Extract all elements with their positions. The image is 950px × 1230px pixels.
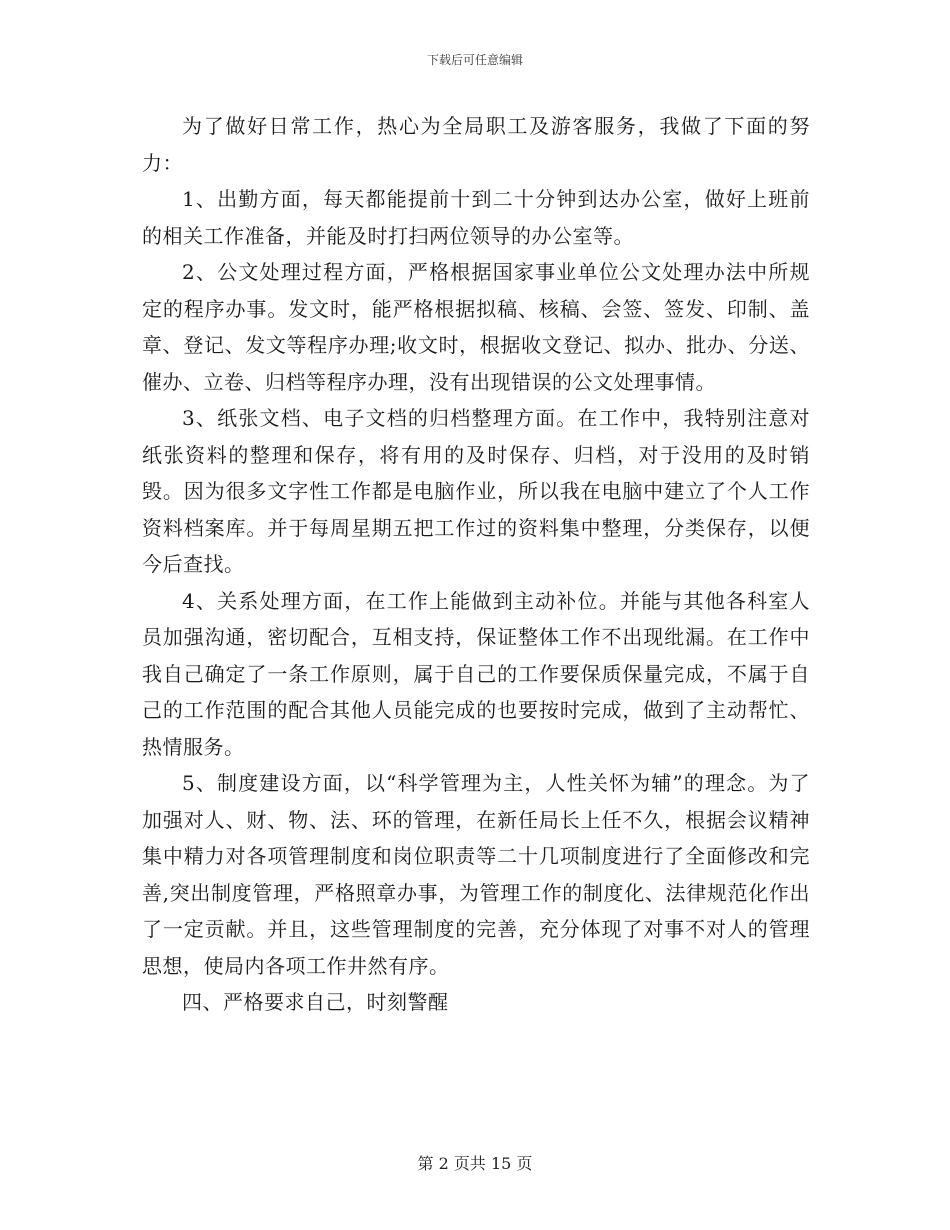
document-body [142,108,810,1021]
body-paragraph: 为了做好日常工作，热心为全局职工及游客服务，我做了下面的努力： [142,114,810,175]
body-paragraph: 3、纸张文档、电子文档的归档整理方面。在工作中，我特别注意对纸张资料的整理和保存，将有用的及时保存、归档，对于没用的及时销毁。因为很多文字性工作都是电脑作业，所以我在电脑中建立了个人工作资料档案库。并于每周星期五把工作过的资料集中整理，分类保存，以便今后查找。 [142,406,810,576]
body-paragraph: 4、关系处理方面，在工作上能做到主动补位。并能与其他各科室人员加强沟通，密切配合，互相支持，保证整体工作不出现纰漏。在工作中我自己确定了一条工作原则，属于自己的工作要保质保量完成，不属于自己的工作范围的配合其他人员能完成的也要按时完成，做到了主动帮忙、热情服务。 [142,588,810,759]
body-paragraph: 1、出勤方面，每天都能提前十到二十分钟到达办公室，做好上班前的相关工作准备，并能及时打扫两位领导的办公室等。 [142,187,810,248]
section-heading: 四、严格要求自己，时刻警醒 [182,990,449,1014]
page-header: 下载后可任意编辑 [426,53,523,67]
body-paragraph: 5、制度建设方面，以“科学管理为主，人性关怀为辅”的理念。为了加强对人、财、物、法、环的管理，在新任局长上任不久，根据会议精神集中精力对各项管理制度和岗位职责等二十几项制度进行了全面修改和完善,突出制度管理，严格照章办事，为管理工作的制度化、法律规范化作出了一定贡献。并且，这些管理制度的完善，充分体现了对事不对人的管理思想，使局内各项工作井然有序。 [142,771,810,978]
body-paragraph: 2、公文处理过程方面，严格根据国家事业单位公文处理办法中所规定的程序办事。发文时，能严格根据拟稿、核稿、会签、签发、印制、盖章、登记、发文等程序办理;收文时，根据收文登记、拟办、批办、分送、催办、立卷、归档等程序办理，没有出现错误的公文处理事情。 [142,260,810,394]
page-number: 第 2 页共 15 页 [417,1154,533,1173]
